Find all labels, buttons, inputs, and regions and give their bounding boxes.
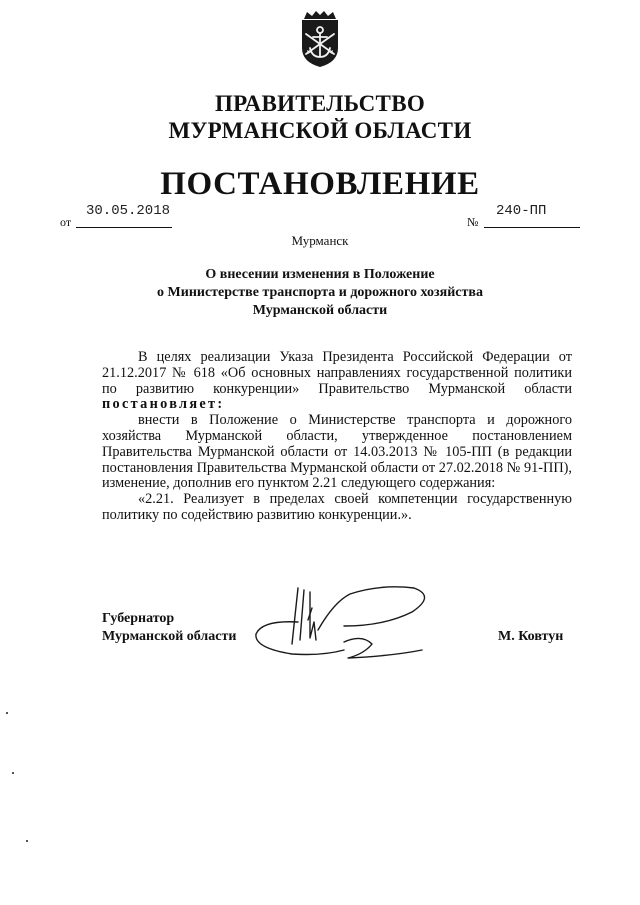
coat-of-arms-icon [298,10,342,68]
document-type-title: ПОСТАНОВЛЕНИЕ [160,166,480,202]
authority-name-line1: ПРАВИТЕЛЬСТВО [214,91,426,116]
handwritten-signature-icon [252,582,442,662]
document-city: Мурманск [291,233,349,248]
body-paragraph: «2.21. Реализует в пределах своей компетенции государственную политику по содействию развитию конкуренции.». [102,491,572,523]
signatory-title-line: Губернатор [102,611,175,626]
number-prefix: № [467,215,479,229]
decree-word: постановляет: [102,396,225,413]
document-body [102,350,572,524]
document-number: 240-ПП [496,203,547,219]
preamble-paragraph [102,350,572,413]
document-subject [120,266,520,320]
signatory-title-line: Мурманской области [102,629,237,644]
signatory-name: М. Ковтун [498,629,564,644]
date-underline [76,227,172,228]
subject-line: о Министерстве транспорта и дорожного хозяйства [157,285,483,300]
subject-line: Мурманской области [252,303,388,318]
scan-speck [6,712,8,714]
document-date: 30.05.2018 [86,203,171,219]
scan-speck [26,840,28,842]
subject-line: О внесении изменения в Положение [205,267,435,282]
date-prefix: от [60,215,72,229]
preamble-text: В целях реализации Указа Президента Российской Федерации от 21.12.2017 № 618 «Об основных направлениях государственной политики по развитию конкуренции» Правительство Мурманской области [102,349,572,397]
body-paragraph: внести в Положение о Министерстве транспорта и дорожного хозяйства Мурманской области, утвержденное постановлением Правительства Мурманской области от 14.03.2013 № 105-ПП (в редакции постановления Правительства Мурманской области от 27.02.2018 № 91-ПП), изменение, дополнив его пунктом 2.21 следующего содержания: [102,412,572,492]
signatory-title [102,610,236,646]
scan-speck [12,772,14,774]
authority-name-line2: МУРМАНСКОЙ ОБЛАСТИ [168,118,472,143]
number-underline [484,227,580,228]
